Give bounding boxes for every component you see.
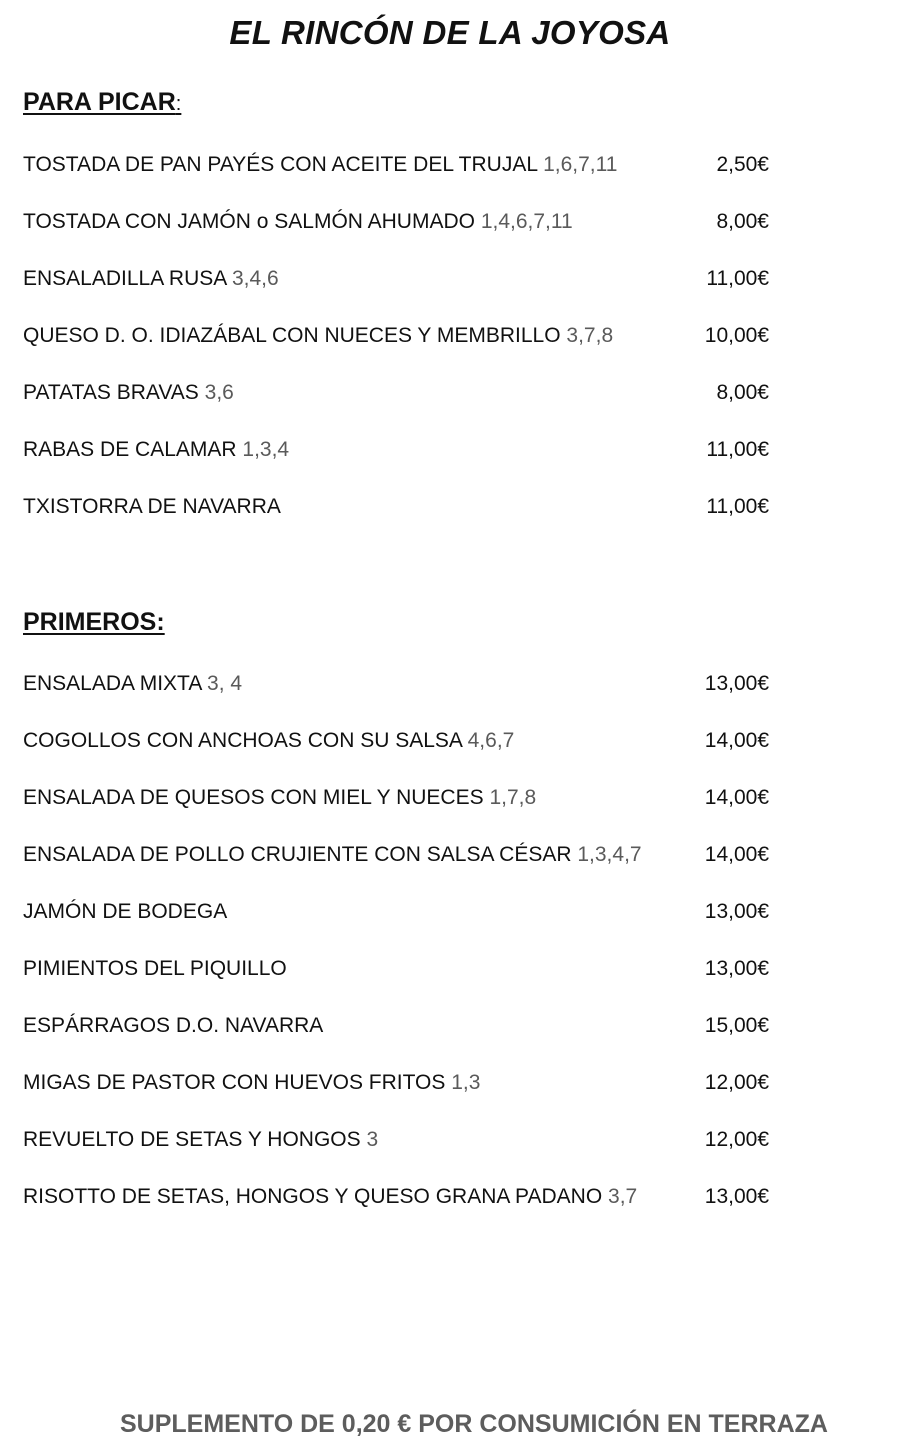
section-heading-colon: : <box>175 93 182 115</box>
menu-title: EL RINCÓN DE LA JOYOSA <box>229 14 671 51</box>
item-allergens: 1,3,4,7 <box>577 843 642 866</box>
item-price: 13,00€ <box>704 900 769 923</box>
item-allergens: 3,6 <box>204 381 234 404</box>
menu-item <box>23 1068 769 1098</box>
item-name: PATATAS BRAVAS <box>23 381 205 404</box>
item-name: ENSALADA DE QUESOS CON MIEL Y NUECES <box>23 786 484 809</box>
item-allergens: 3, 4 <box>207 672 243 695</box>
item-name: PIMIENTOS DEL PIQUILLO <box>23 957 287 980</box>
menu-item <box>23 897 769 927</box>
item-name: TOSTADA CON JAMÓN o SALMÓN AHUMADO <box>23 210 475 233</box>
menu-item <box>23 492 769 522</box>
menu-item <box>23 726 769 756</box>
item-price: 12,00€ <box>704 1071 769 1094</box>
item-price: 15,00€ <box>704 1014 769 1037</box>
menu-item <box>23 435 769 465</box>
item-name: JAMÓN DE BODEGA <box>23 900 228 923</box>
item-name: TXISTORRA DE NAVARRA <box>23 495 281 518</box>
item-allergens: 3,7 <box>608 1185 638 1208</box>
section-heading-label: PARA PICAR <box>23 88 176 116</box>
menu-item <box>23 1182 769 1212</box>
item-allergens: 3 <box>366 1128 379 1151</box>
item-price: 12,00€ <box>704 1128 769 1151</box>
item-price: 11,00€ <box>706 267 769 290</box>
item-price: 8,00€ <box>716 210 769 233</box>
item-price: 14,00€ <box>704 843 769 866</box>
item-allergens: 4,6,7 <box>467 729 515 752</box>
item-price: 11,00€ <box>706 438 769 461</box>
item-name: RISOTTO DE SETAS, HONGOS Y QUESO GRANA PADANO <box>23 1185 603 1208</box>
item-price: 14,00€ <box>704 729 769 752</box>
item-allergens: 1,7,8 <box>489 786 537 809</box>
item-allergens: 1,4,6,7,11 <box>480 210 573 233</box>
item-name: ESPÁRRAGOS D.O. NAVARRA <box>23 1014 324 1037</box>
item-allergens: 3,4,6 <box>231 267 279 290</box>
item-name: ENSALADA DE POLLO CRUJIENTE CON SALSA CÉSAR <box>23 843 572 866</box>
section-heading-label: PRIMEROS: <box>23 608 165 636</box>
item-allergens: 1,3 <box>451 1071 481 1094</box>
item-price: 11,00€ <box>706 495 769 518</box>
item-price: 14,00€ <box>704 786 769 809</box>
item-price: 10,00€ <box>704 324 769 347</box>
item-name: ENSALADA MIXTA <box>23 672 202 695</box>
section-heading-para-picar <box>23 88 181 117</box>
menu-item <box>23 669 769 699</box>
item-name: RABAS DE CALAMAR <box>23 438 237 461</box>
item-allergens: 1,3,4 <box>242 438 290 461</box>
menu-item <box>23 378 769 408</box>
item-price: 13,00€ <box>704 1185 769 1208</box>
section-heading-primeros <box>23 608 165 637</box>
terrace-surcharge-notice: SUPLEMENTO DE 0,20 € POR CONSUMICIÓN EN TERRAZA <box>120 1410 828 1438</box>
item-name: REVUELTO DE SETAS Y HONGOS <box>23 1128 361 1151</box>
menu-item <box>23 207 769 237</box>
menu-item <box>23 840 769 870</box>
item-price: 13,00€ <box>704 957 769 980</box>
item-name: MIGAS DE PASTOR CON HUEVOS FRITOS <box>23 1071 446 1094</box>
menu-item <box>23 321 769 351</box>
item-allergens: 3,7,8 <box>566 324 614 347</box>
item-name: ENSALADILLA RUSA <box>23 267 227 290</box>
item-allergens: 1,6,7,11 <box>543 153 618 176</box>
item-name: TOSTADA DE PAN PAYÉS CON ACEITE DEL TRUJAL <box>23 153 538 176</box>
menu-item <box>23 954 769 984</box>
menu-item <box>23 150 769 180</box>
item-price: 8,00€ <box>716 381 769 404</box>
menu-item <box>23 783 769 813</box>
menu-item <box>23 1125 769 1155</box>
item-price: 2,50€ <box>716 153 769 176</box>
item-name: COGOLLOS CON ANCHOAS CON SU SALSA <box>23 729 468 752</box>
menu-item <box>23 264 769 294</box>
menu-item <box>23 1011 769 1041</box>
item-price: 13,00€ <box>704 672 769 695</box>
item-name: QUESO D. O. IDIAZÁBAL CON NUECES Y MEMBRILLO <box>23 324 561 347</box>
